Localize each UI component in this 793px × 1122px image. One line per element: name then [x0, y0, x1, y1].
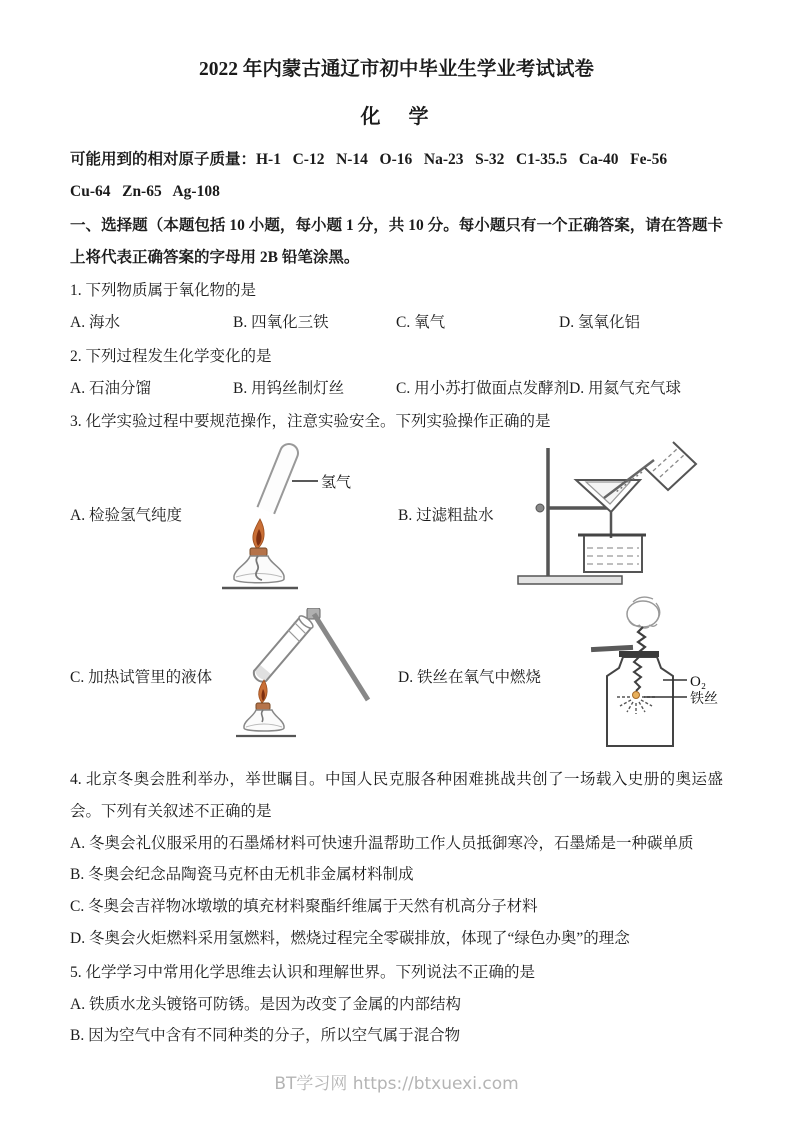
question-5-option-a: A. 铁质水龙头镀铬可防锈。是因为改变了金属的内部结构: [70, 995, 461, 1013]
filtration-diagram: [500, 440, 705, 592]
question-5: [70, 957, 723, 1052]
question-3-option-d-label: D. 铁丝在氧气中燃烧: [398, 669, 541, 687]
hand-icon: [627, 601, 659, 627]
ring-stand-base: [518, 576, 622, 584]
question-1-option-a: A. 海水: [70, 314, 120, 332]
atomic-masses-line-2: Cu-64 Zn-65 Ag-108: [70, 183, 220, 201]
question-3-diagram-row-2: [70, 594, 723, 762]
question-4: [70, 764, 723, 955]
receiving-beaker: [584, 536, 642, 572]
watermark: BT学习网 https://btxuexi.com: [274, 1073, 519, 1094]
question-3-option-b: [398, 440, 723, 592]
subject-title: 化 学: [360, 106, 433, 129]
question-4-option-b: B. 冬奥会纪念品陶瓷马克杯由无机非金属材料制成: [70, 866, 414, 884]
iron-wire-upper: [638, 627, 645, 652]
hydrogen-purity-test-diagram: [188, 441, 393, 591]
lamp-cap: [250, 548, 267, 556]
iron-wire-burning-diagram: [547, 594, 722, 762]
question-1: [70, 275, 723, 339]
test-tube-holder: [314, 614, 368, 700]
heating-test-tube-diagram: [218, 608, 398, 748]
question-3-stem: 3. 化学实验过程中要规范操作，注意实验安全。下列实验操作正确的是: [70, 413, 551, 431]
question-1-option-d: D. 氢氧化铝: [559, 314, 640, 332]
question-2-option-c: C. 用小苏打做面点发酵剂: [396, 379, 570, 397]
hydrogen-gas-label: 氢气: [320, 475, 351, 492]
question-2: [70, 341, 723, 405]
question-3-option-c: [70, 608, 398, 748]
question-5-option-b: B. 因为空气中含有不同种类的分子，所以空气属于混合物: [70, 1027, 461, 1045]
alcohol-lamp-body: [244, 710, 284, 731]
question-4-stem: 4. 北京冬奥会胜利举办，举世瞩目。中国人民克服各种困难挑战共创了一场载入史册的奥运盛会。下列有关叙述不正确的是: [70, 771, 723, 820]
atomic-masses-line-1: 可能用到的相对原子质量：H-1 C-12 N-14 O-16 Na-23 S-32 C1-35.5 Ca-40 Fe-56: [70, 151, 668, 169]
question-2-option-d: D. 用氦气充气球: [569, 379, 682, 397]
question-1-stem: 1. 下列物质属于氧化物的是: [70, 282, 257, 300]
question-3: [70, 406, 723, 762]
question-4-option-d: D. 冬奥会火炬燃料采用氢燃料，燃烧过程完全零碳排放，体现了“绿色办奥”的理念: [70, 930, 630, 948]
question-3-option-c-label: C. 加热试管里的液体: [70, 669, 213, 687]
oxygen-gas-label: O₂: [689, 674, 707, 691]
question-1-option-c: C. 氧气: [396, 314, 446, 332]
question-4-option-a: A. 冬奥会礼仪服采用的石墨烯材料可快速升温帮助工作人员抵御寒冷，石墨烯是一种碳单质: [70, 834, 694, 852]
question-5-stem: 5. 化学学习中常用化学思维去认识和理解世界。下列说法不正确的是: [70, 963, 536, 981]
bottle-mouth: [619, 651, 659, 657]
question-2-stem: 2. 下列过程发生化学变化的是: [70, 347, 272, 365]
question-2-option-b: B. 用钨丝制灯丝: [233, 379, 345, 397]
iron-wire-label: 铁丝: [689, 692, 718, 708]
spark-icon: [632, 692, 639, 699]
question-2-option-a: A. 石油分馏: [70, 379, 151, 397]
question-1-options: [70, 307, 723, 339]
question-3-option-d: [398, 594, 723, 762]
question-4-option-c: C. 冬奥会吉祥物冰墩墩的填充材料聚酯纤维属于天然有机高分子材料: [70, 898, 538, 916]
section-one-intro: 一、选择题（本题包括 10 小题，每小题 1 分，共 10 分。每小题只有一个正确答案，请在答题卡上将代表正确答案的字母用 2B 铅笔涂黑。: [70, 216, 723, 266]
question-1-option-b: B. 四氧化三铁: [233, 314, 329, 332]
gas-bottle: [607, 657, 673, 746]
exam-title: 2022 年内蒙古通辽市初中毕业生学业考试试卷: [199, 59, 594, 80]
question-2-options: [70, 373, 723, 405]
question-3-diagram-row-1: [70, 440, 723, 592]
pouring-beaker: [645, 442, 696, 490]
question-3-option-a: [70, 441, 398, 591]
question-3-option-b-label: B. 过滤粗盐水: [398, 507, 494, 525]
lamp-cap: [256, 703, 270, 710]
question-3-option-a-label: A. 检验氢气纯度: [70, 507, 182, 525]
